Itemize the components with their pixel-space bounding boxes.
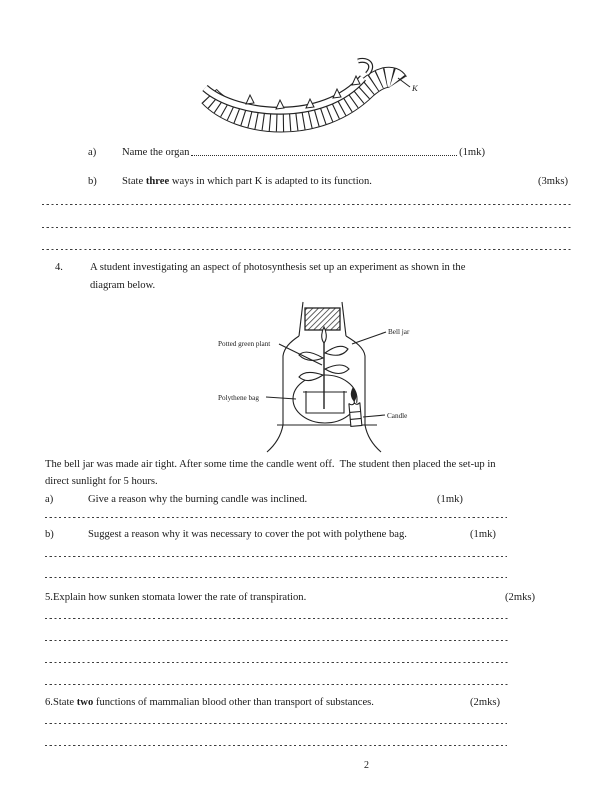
polythene-bag-leader bbox=[266, 397, 296, 399]
q4-passage-line2: direct sunlight for 5 hours. bbox=[45, 476, 158, 487]
q5-text: 5.Explain how sunken stomata lower the rate of transpiration. bbox=[45, 592, 307, 603]
q4a-marks: (1mk) bbox=[437, 494, 463, 505]
gill-figure bbox=[195, 54, 425, 142]
q3b-marks: (3mks) bbox=[537, 176, 568, 187]
q4-passage-line1: The bell jar was made air tight. After some time the candle went off. The student then placed the set-up in bbox=[45, 459, 496, 470]
gill-filaments bbox=[209, 77, 398, 122]
stopper bbox=[305, 308, 340, 330]
answer-line bbox=[45, 517, 507, 518]
q5-row bbox=[45, 592, 565, 606]
q4-number: 4. bbox=[55, 262, 63, 273]
q4a-text: Give a reason why the burning candle was inclined. bbox=[88, 494, 308, 505]
page-number: 2 bbox=[364, 760, 369, 771]
answer-line bbox=[42, 204, 573, 205]
answer-line bbox=[45, 662, 510, 663]
q4b-row bbox=[45, 529, 565, 543]
q3a-marks: (1mk) bbox=[459, 147, 485, 158]
answer-line bbox=[42, 249, 573, 250]
q3b-label: b) bbox=[88, 176, 97, 187]
q3a-label: a) bbox=[88, 147, 97, 158]
q3b-row bbox=[88, 176, 568, 187]
q4a-label: a) bbox=[45, 494, 54, 505]
q4b-marks: (1mk) bbox=[470, 529, 496, 540]
q3a-text: Name the organ bbox=[122, 147, 190, 158]
q4-stem-line2: diagram below. bbox=[90, 280, 156, 291]
q6-text: 6.State two functions of mammalian blood other than transport of substances. bbox=[45, 697, 374, 708]
q6-row bbox=[45, 697, 565, 711]
bell-jar-label: Bell jar bbox=[388, 328, 410, 336]
q3a-answer-dots bbox=[191, 155, 457, 156]
q3a-row bbox=[88, 147, 485, 158]
q4a-row bbox=[45, 494, 565, 508]
answer-line bbox=[45, 556, 507, 557]
candle-leader bbox=[363, 415, 385, 417]
k-leader-line bbox=[398, 78, 410, 87]
bell-jar-figure bbox=[200, 296, 440, 458]
bell-jar-leader bbox=[352, 332, 386, 344]
polythene-bag-drawing bbox=[293, 375, 357, 423]
q4b-text: Suggest a reason why it was necessary to cover the pot with polythene bag. bbox=[88, 529, 407, 540]
label-k: K bbox=[412, 83, 418, 93]
polythene-bag-label: Polythene bag bbox=[218, 394, 259, 402]
candle-label: Candle bbox=[387, 412, 408, 420]
answer-line bbox=[45, 577, 507, 578]
answer-line bbox=[42, 227, 573, 228]
answer-line bbox=[45, 745, 507, 746]
answer-line bbox=[45, 640, 510, 641]
q4-stem-line1: A student investigating an aspect of photosynthesis set up an experiment as shown in the bbox=[90, 262, 466, 273]
q6-marks: (2mks) bbox=[470, 697, 501, 708]
q3b-text: State three ways in which part K is adapted to its function. bbox=[122, 176, 372, 187]
answer-line bbox=[45, 684, 510, 685]
answer-line bbox=[45, 723, 507, 724]
potted-plant-label: Potted green plant bbox=[218, 340, 271, 348]
answer-line bbox=[45, 618, 510, 619]
q5-marks: (2mks) bbox=[505, 592, 536, 603]
q4b-label: b) bbox=[45, 529, 54, 540]
